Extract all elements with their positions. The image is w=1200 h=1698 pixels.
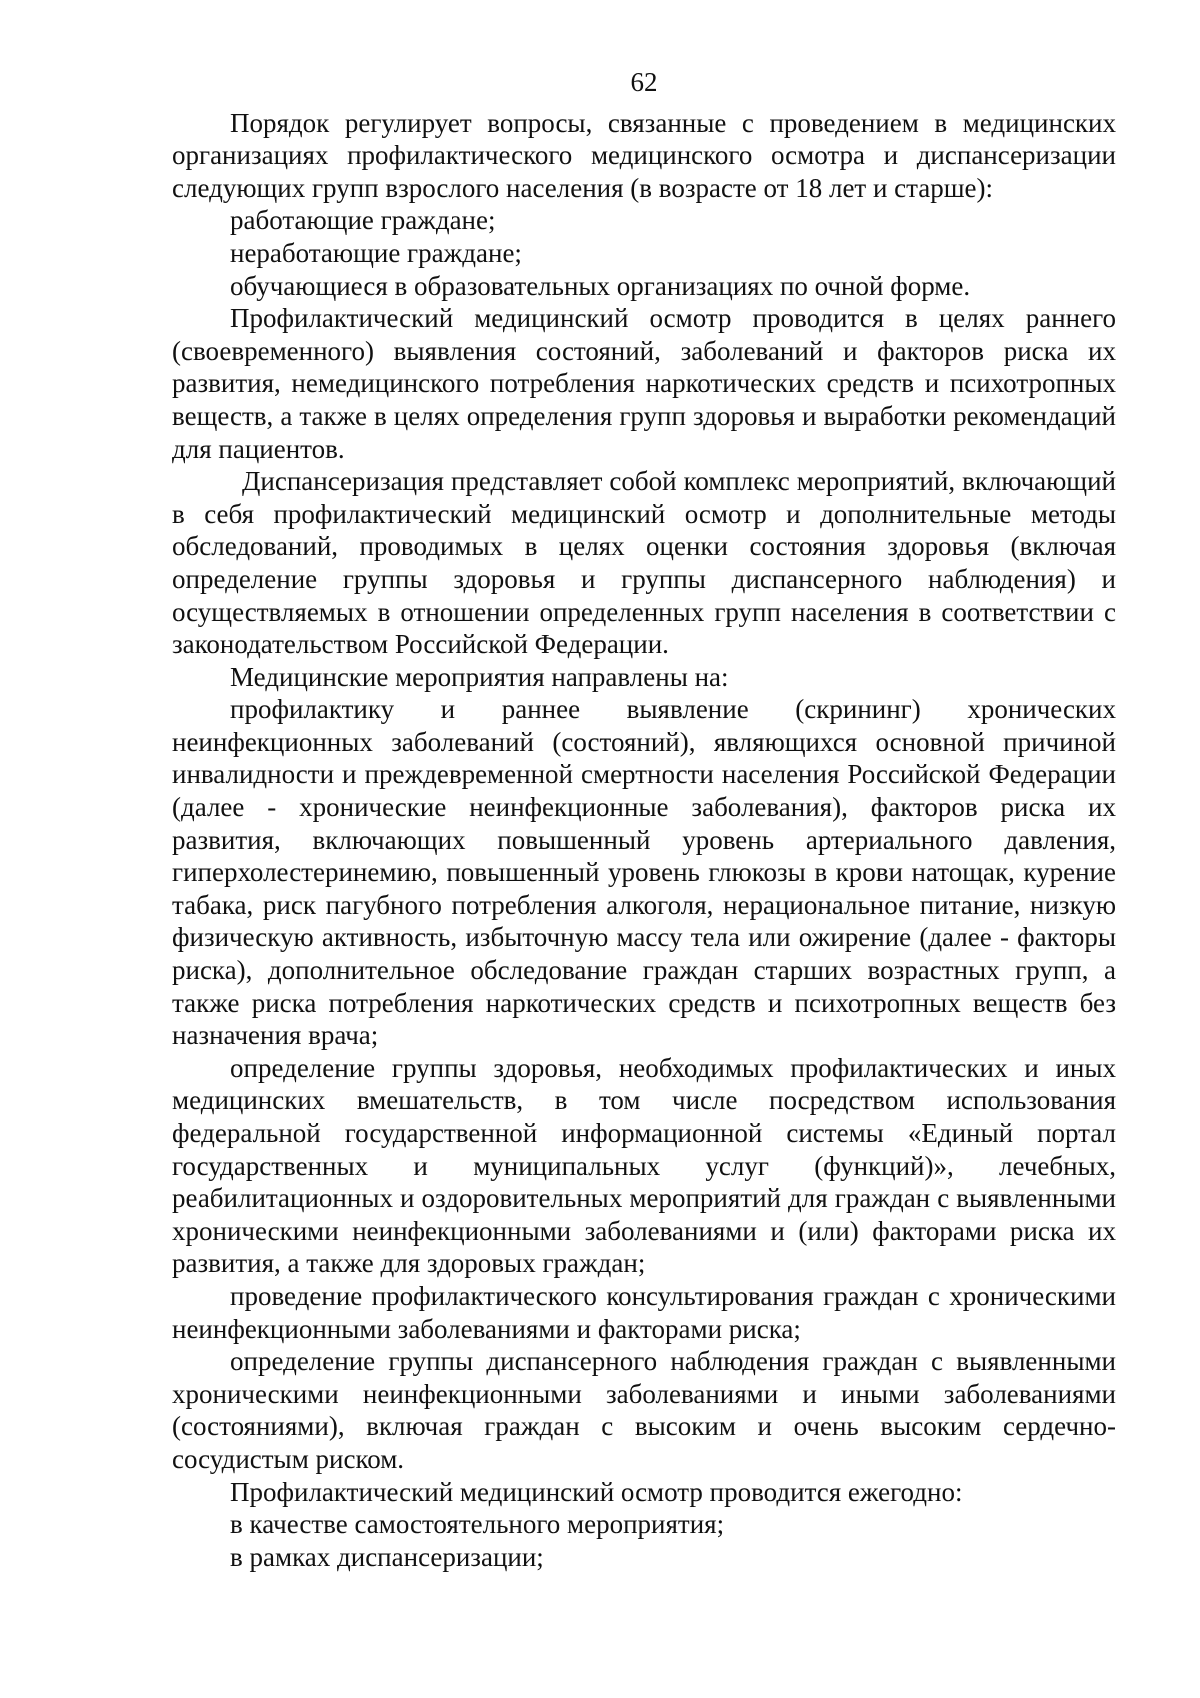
document-page xyxy=(172,66,1116,1573)
paragraph-annual-exam: Профилактический медицинский осмотр проводится ежегодно: xyxy=(230,1476,963,1507)
measure-item-observation-group: определение группы диспансерного наблюдения граждан с выявленными хроническими неинфекционными заболеваниями и иными заболеваниями (состояниями), включая граждан с высоким и очень высоким сердечно-сосудистым риском. xyxy=(172,1346,1116,1474)
list-item-standalone: в качестве самостоятельного мероприятия; xyxy=(230,1509,725,1540)
measure-item-prevention: профилактику и раннее выявление (скрининг) хронических неинфекционных заболеваний (состояний), являющихся основной причиной инвалидности и преждевременной смертности населения Российской Федерации (далее - хронические неинфекционные заболевания), факторов риска их развития, включающих повышенный уровень артериального давления, гиперхолестеринемию, повышенный уровень глюкозы в крови натощак, курение табака, риск пагубного потребления алкоголя, нерациональное питание, низкую физическую активность, избыточную массу тела или ожирение (далее - факторы риска), дополнительное обследование граждан старших возрастных групп, а также риска потребления наркотических средств и психотропных веществ без назначения врача; xyxy=(172,694,1116,1051)
paragraph-preventive-exam: Профилактический медицинский осмотр проводится в целях раннего (своевременного) выявления состояний, заболеваний и факторов риска их развития, немедицинского потребления наркотических средств и психотропных веществ, а также в целях определения групп здоровья и выработки рекомендаций для пациентов. xyxy=(172,303,1116,464)
list-item-working: работающие граждане; xyxy=(230,205,496,236)
list-item-nonworking: неработающие граждане; xyxy=(230,237,522,268)
paragraph-measures-intro: Медицинские мероприятия направлены на: xyxy=(230,661,729,692)
list-item-within-dispensarization: в рамках диспансеризации; xyxy=(230,1541,544,1572)
paragraph-scope: Порядок регулирует вопросы, связанные с проведением в медицинских организациях профилактического медицинского осмотра и диспансеризации следующих групп взрослого населения (в возрасте от 18 лет и старше): xyxy=(172,107,1116,203)
measure-item-health-group: определение группы здоровья, необходимых профилактических и иных медицинских вмешательств, в том числе посредством использования федеральной государственной информационной системы «Единый портал государственных и муниципальных услуг (функций)», лечебных, реабилитационных и оздоровительных мероприятий для граждан с выявленными хроническими неинфекционными заболеваниями и (или) факторами риска их развития, а также для здоровых граждан; xyxy=(172,1052,1116,1279)
list-item-students: обучающиеся в образовательных организациях по очной форме. xyxy=(230,270,971,301)
paragraph-dispensarization: Диспансеризация представляет собой комплекс мероприятий, включающий в себя профилактический медицинский осмотр и дополнительные методы обследований, проводимых в целях оценки состояния здоровья (включая определение группы здоровья и группы диспансерного наблюдения) и осуществляемых в отношении определенных групп населения в соответствии с законодательством Российской Федерации. xyxy=(172,466,1116,660)
measure-item-consulting: проведение профилактического консультирования граждан с хроническими неинфекционными заболеваниями и факторами риска; xyxy=(172,1280,1116,1344)
page-number: 62 xyxy=(630,67,658,97)
